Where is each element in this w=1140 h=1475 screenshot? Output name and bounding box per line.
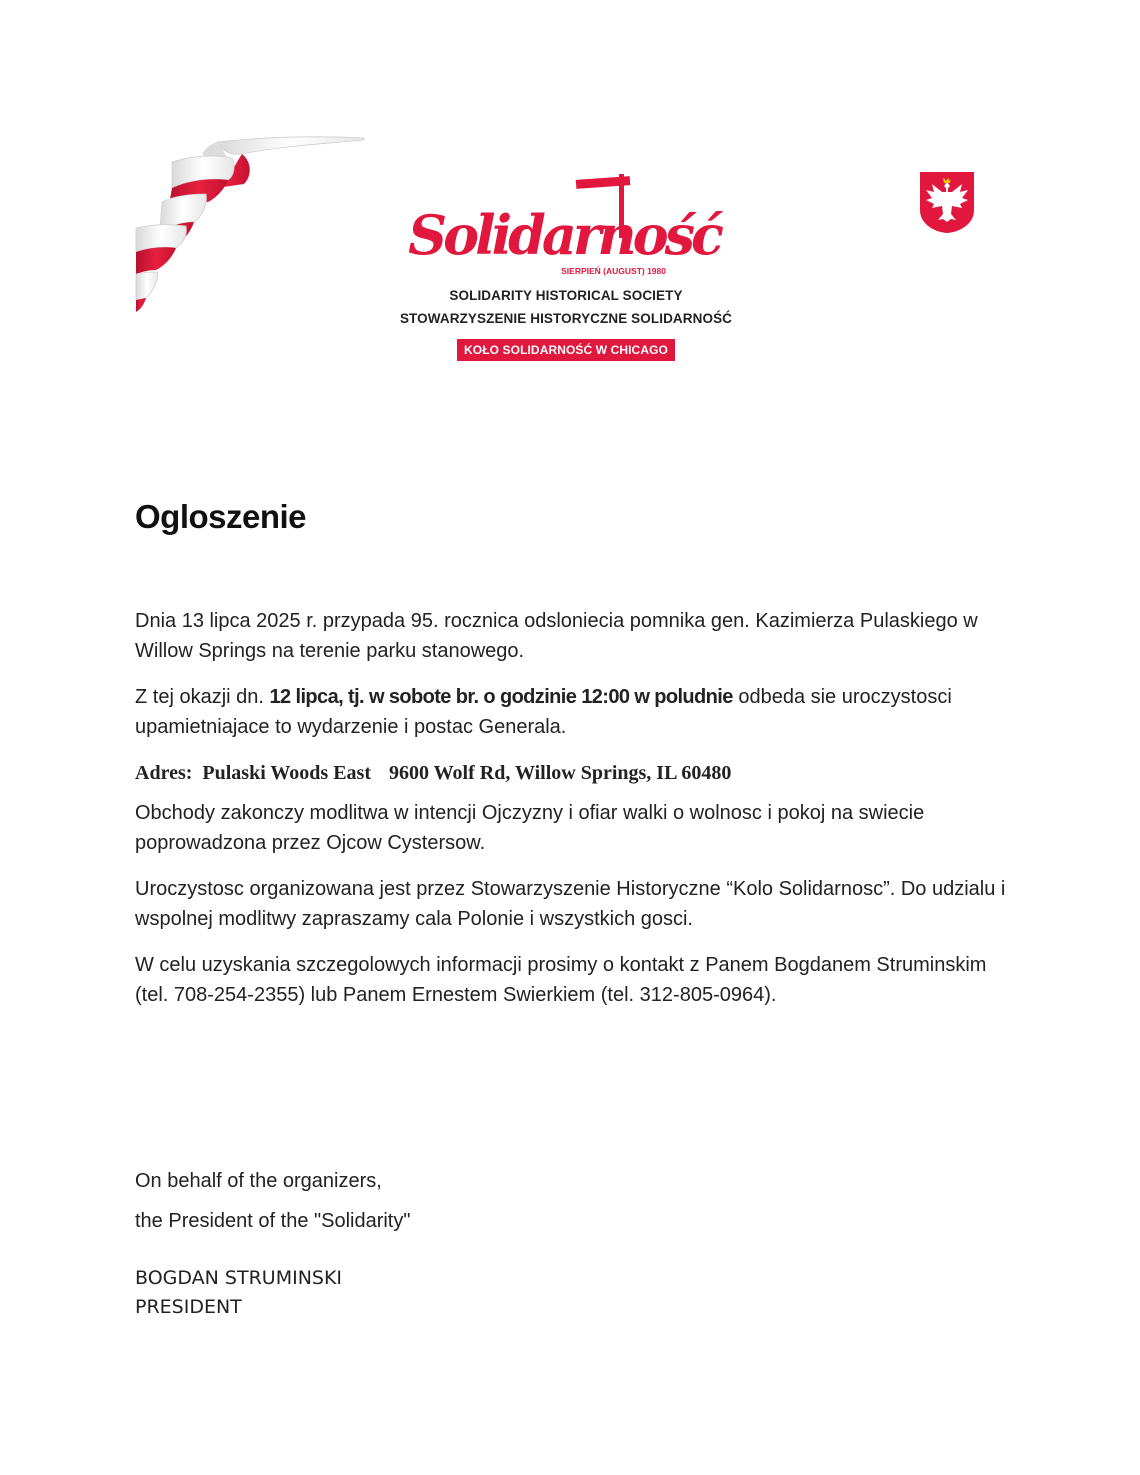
- organization-name-english: SOLIDARITY HISTORICAL SOCIETY: [449, 288, 683, 303]
- paragraph-anniversary: Dnia 13 lipca 2025 r. przypada 95. rocznica odsloniecia pomnika gen. Kazimierza Pulaskiego w Willow Springs na terenie parku stanowego.: [135, 610, 978, 662]
- paragraph-organizer: Uroczystosc organizowana jest przez Stowarzyszenie Historyczne “Kolo Solidarnosc”. Do udzialu i wspolnej modlitwy zapraszamy cala Polonie i wszystkich gosci.: [135, 878, 1006, 930]
- signature-line-1: On behalf of the organizers,: [135, 1170, 382, 1192]
- address-street: 9600 Wolf Rd, Willow Springs, IL 60480: [389, 762, 732, 784]
- signature-block: [135, 1170, 410, 1233]
- chapter-badge: KOŁO SOLIDARNOŚĆ W CHICAGO: [457, 339, 675, 361]
- address-label: Adres:: [135, 762, 193, 784]
- address-place: Pulaski Woods East: [202, 762, 371, 784]
- logo-subtitle: SIERPIEŃ (AUGUST) 1980: [561, 266, 666, 276]
- paragraph-prayer: Obchody zakonczy modlitwa w intencji Ojczyzny i ofiar walki o wolnosc i pokoj na swiecie poprowadzona przez Ojcow Cystersow.: [135, 802, 925, 854]
- signatory: [135, 1264, 342, 1322]
- logo-wordmark: Solidarność: [408, 203, 720, 267]
- signature-line-2: the President of the "Solidarity": [135, 1210, 411, 1232]
- event-intro-text: Z tej okazji dn.: [135, 686, 270, 708]
- signatory-name: BOGDAN STRUMINSKI: [135, 1267, 343, 1289]
- organization-logo-block: [380, 170, 752, 361]
- polish-flag-ribbon-icon: [132, 132, 367, 317]
- paragraph-contact: W celu uzyskania szczegolowych informacji prosimy o kontakt z Panem Bogdanem Struminskim (tel. 708-254-2355) lub Panem Ernestem Swierkiem (tel. 312-805-0964).: [135, 954, 987, 1006]
- paragraph-event-time: [135, 682, 1015, 742]
- polish-eagle-emblem-icon: [918, 170, 976, 234]
- document-title: Ogloszenie: [135, 498, 307, 535]
- event-description-text: odbeda sie uroczystosci upamietniajace to wydarzenie i postac Generala.: [135, 686, 952, 738]
- announcement-body: [135, 606, 1015, 1026]
- paragraph-address: [135, 758, 1015, 788]
- signatory-role: PRESIDENT: [135, 1296, 242, 1318]
- solidarnosc-logo-icon: [408, 170, 720, 280]
- event-date-time: 12 lipca, tj. w sobote br. o godzinie 12:00 w poludnie: [269, 686, 733, 708]
- organization-name-polish: STOWARZYSZENIE HISTORYCZNE SOLIDARNOŚĆ: [399, 311, 733, 326]
